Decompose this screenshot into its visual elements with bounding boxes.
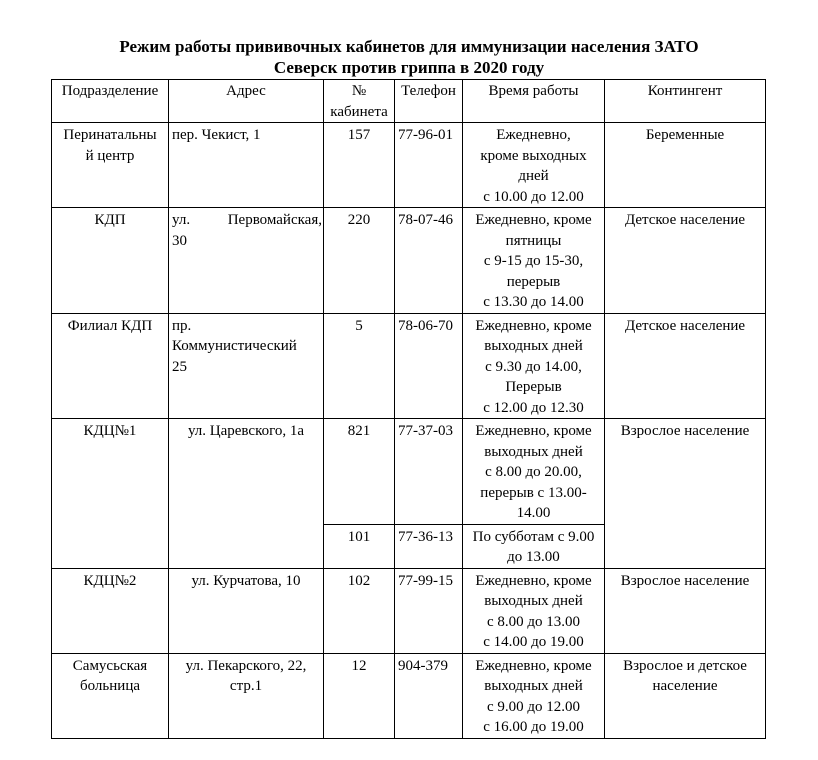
hours-line: Ежедневно, кроме <box>475 657 592 674</box>
header-address: Адрес <box>169 80 324 123</box>
hours-line: Ежедневно, кроме <box>475 572 592 589</box>
header-unit: Подразделение <box>52 80 169 123</box>
cell-room: 102 <box>324 568 395 653</box>
cell-unit: КДЦ№2 <box>52 568 169 653</box>
cell-unit <box>52 123 169 208</box>
hours-line: с 13.30 до 14.00 <box>483 294 584 310</box>
table-row <box>52 313 766 419</box>
table-header-row <box>52 80 766 123</box>
cell-room: 101 <box>324 524 395 568</box>
cell-hours <box>463 313 605 419</box>
table-row <box>52 568 766 653</box>
cell-unit: Филиал КДП <box>52 313 169 419</box>
hours-line: с 8.00 до 13.00 <box>486 613 581 630</box>
hours-line: Ежедневно, кроме <box>475 212 592 228</box>
unit-line: Самусьская <box>72 657 148 674</box>
hours-line: с 9.30 до 14.00, <box>485 358 582 375</box>
hours-line: с 14.00 до 19.00 <box>483 634 584 650</box>
document-title <box>52 36 766 78</box>
unit-line: больница <box>80 678 140 694</box>
address-line: 25 <box>172 358 187 375</box>
cell-hours <box>463 568 605 653</box>
cell-phone: 77-36-13 <box>395 524 463 568</box>
hours-line: с 9.00 до 12.00 <box>486 698 581 715</box>
address-line: пр. <box>172 317 192 334</box>
hours-line: выходных дней <box>484 678 583 694</box>
cell-contingent: Взрослое население <box>605 419 766 569</box>
cell-room: 12 <box>324 653 395 738</box>
header-room-line2: кабинета <box>330 103 388 120</box>
cell-unit: КДП <box>52 208 169 314</box>
cell-contingent <box>605 653 766 738</box>
hours-line: выходных дней <box>484 338 583 354</box>
cell-address <box>169 313 324 419</box>
cell-address: ул. Царевского, 1а <box>169 419 324 569</box>
cell-address: пер. Чекист, 1 <box>169 123 324 208</box>
contingent-line: Взрослое и детское <box>623 657 747 674</box>
cell-hours <box>463 208 605 314</box>
schedule-table <box>51 79 766 739</box>
header-room <box>324 80 395 123</box>
hours-line: выходных дней <box>484 443 583 460</box>
hours-line: пятницы <box>505 232 562 249</box>
cell-hours <box>463 653 605 738</box>
title-line-1: Режим работы прививочных кабинетов для иммунизации населения ЗАТО <box>119 37 699 56</box>
hours-line: выходных дней <box>484 593 583 609</box>
address-line: Коммунистический <box>172 338 297 354</box>
cell-phone: 78-06-70 <box>395 313 463 419</box>
hours-line: с 10.00 до 12.00 <box>483 188 584 205</box>
cell-hours <box>463 123 605 208</box>
cell-address: ул. Курчатова, 10 <box>169 568 324 653</box>
cell-phone: 77-96-01 <box>395 123 463 208</box>
hours-line: перерыв <box>506 273 561 290</box>
cell-contingent: Беременные <box>605 123 766 208</box>
cell-phone: 78-07-46 <box>395 208 463 314</box>
hours-line: с 8.00 до 20.00, <box>485 464 582 480</box>
hours-line: дней <box>518 168 549 184</box>
hours-line: перерыв с 13.00- <box>480 484 587 501</box>
table-row <box>52 653 766 738</box>
hours-line: Ежедневно, кроме <box>475 317 592 334</box>
cell-unit: КДЦ№1 <box>52 419 169 569</box>
cell-phone: 77-37-03 <box>395 419 463 525</box>
hours-line: Ежедневно, <box>496 127 571 143</box>
cell-contingent: Детское население <box>605 313 766 419</box>
cell-contingent: Взрослое население <box>605 568 766 653</box>
header-phone: Телефон <box>395 80 463 123</box>
table-row <box>52 208 766 314</box>
header-room-line1: № <box>351 83 367 99</box>
header-hours: Время работы <box>463 80 605 123</box>
cell-room: 220 <box>324 208 395 314</box>
hours-line: Перерыв <box>505 379 562 395</box>
cell-hours <box>463 524 605 568</box>
cell-address <box>169 653 324 738</box>
cell-phone: 904-379 <box>395 653 463 738</box>
cell-phone: 77-99-15 <box>395 568 463 653</box>
title-line-2: Северск против гриппа в 2020 году <box>273 58 545 77</box>
cell-hours <box>463 419 605 525</box>
address-line: ул. Пекарского, 22, <box>185 657 307 674</box>
hours-line: Ежедневно, кроме <box>475 423 592 439</box>
cell-room: 821 <box>324 419 395 525</box>
hours-line: кроме выходных <box>480 147 587 164</box>
hours-line: 14.00 <box>516 505 551 521</box>
hours-line: с 16.00 до 19.00 <box>483 719 584 735</box>
hours-line: По субботам с 9.00 <box>472 528 595 545</box>
header-contingent: Контингент <box>605 80 766 123</box>
contingent-line: население <box>652 678 718 694</box>
hours-line: с 9-15 до 15-30, <box>483 253 584 269</box>
cell-unit <box>52 653 169 738</box>
table-row <box>52 123 766 208</box>
cell-room: 157 <box>324 123 395 208</box>
address-line: 30 <box>172 232 187 249</box>
cell-address <box>169 208 324 314</box>
address-line: стр.1 <box>229 678 263 694</box>
cell-contingent: Детское население <box>605 208 766 314</box>
unit-line: Перинатальны <box>63 127 157 143</box>
address-line: ул. Первомайская, <box>172 212 322 228</box>
hours-line: до 13.00 <box>507 549 560 565</box>
hours-line: с 12.00 до 12.30 <box>483 399 584 416</box>
unit-line: й центр <box>85 147 135 164</box>
cell-room: 5 <box>324 313 395 419</box>
table-row <box>52 419 766 525</box>
